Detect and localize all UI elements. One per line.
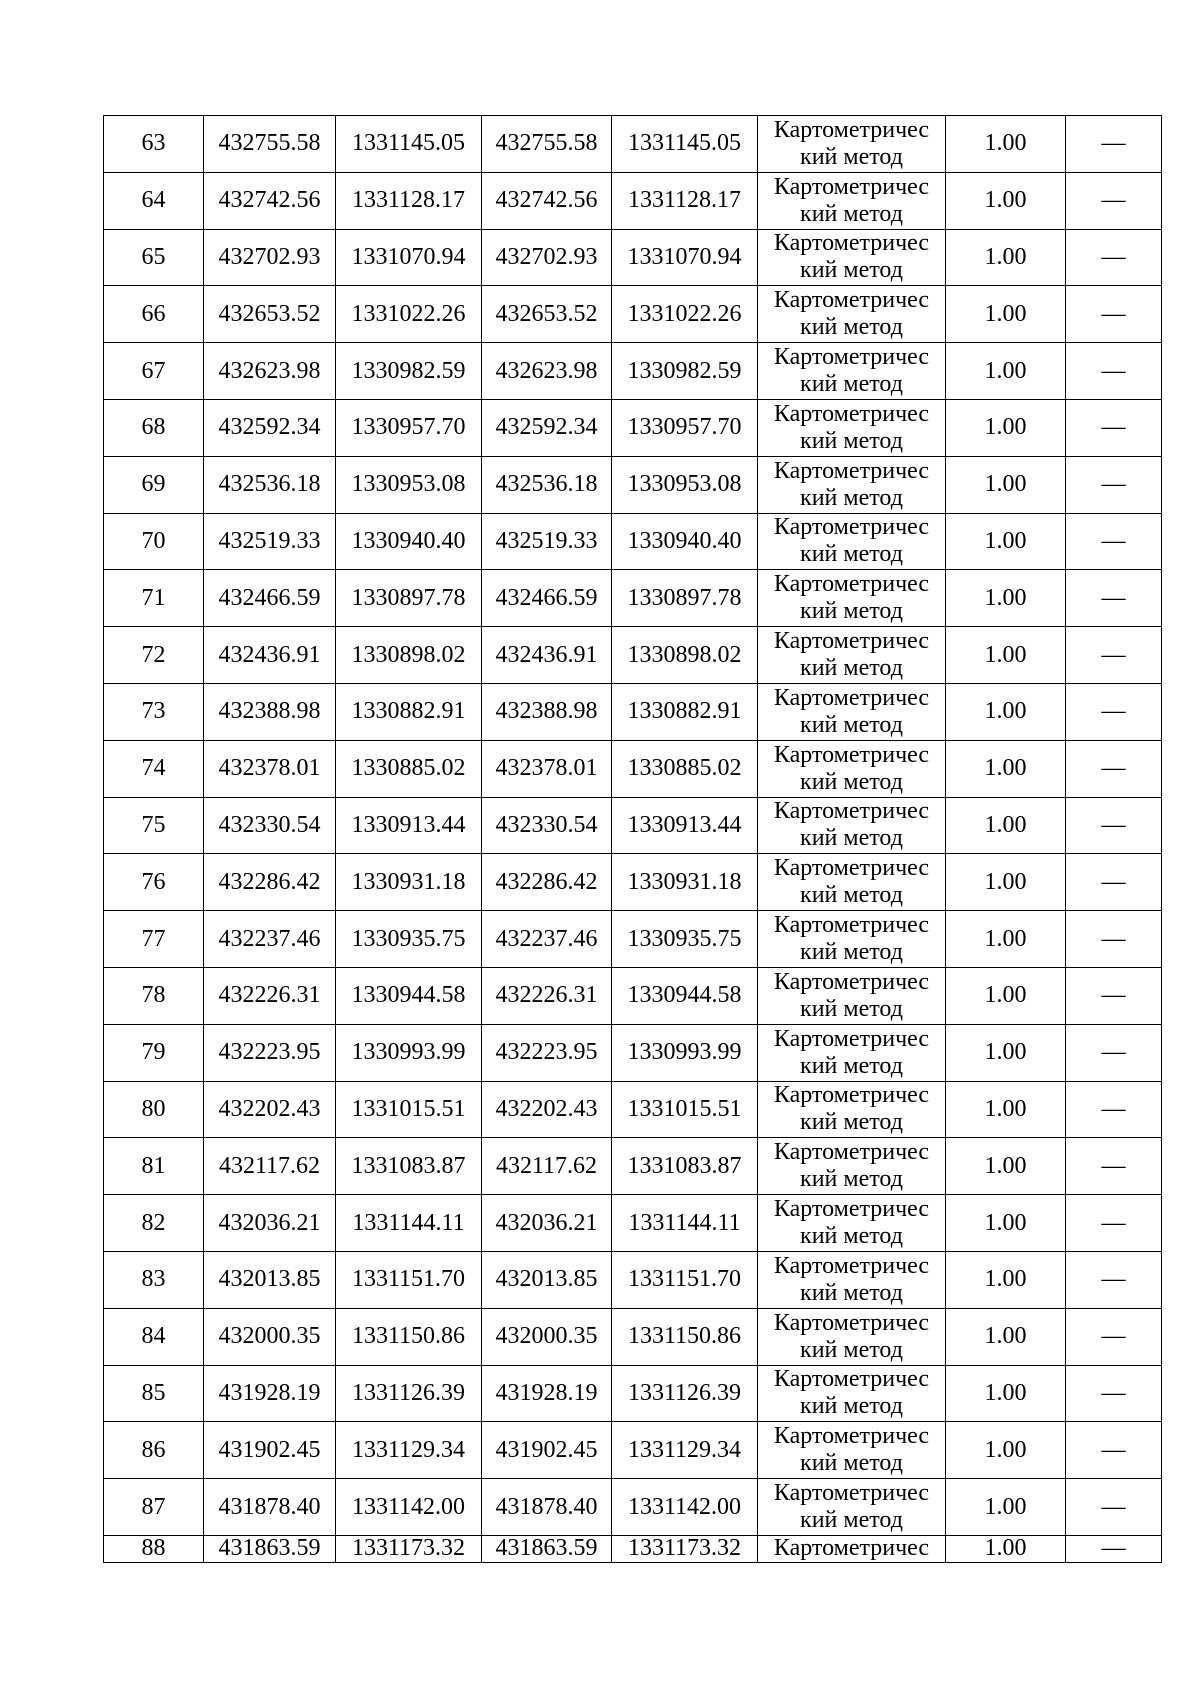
y-new-cell: 1331083.87 — [612, 1138, 758, 1195]
y-existing-cell: 1331022.26 — [336, 286, 482, 343]
y-existing-cell: 1330957.70 — [336, 399, 482, 456]
x-new-cell: 432237.46 — [482, 911, 612, 968]
table-row — [104, 1195, 1162, 1252]
table-row — [104, 797, 1162, 854]
x-new-cell: 432388.98 — [482, 683, 612, 740]
y-existing-cell: 1331144.11 — [336, 1195, 482, 1252]
point-number-cell: 71 — [104, 570, 204, 627]
x-new-cell: 431928.19 — [482, 1365, 612, 1422]
point-number-cell: 83 — [104, 1251, 204, 1308]
x-existing-cell: 432436.91 — [204, 627, 336, 684]
x-existing-cell: 431928.19 — [204, 1365, 336, 1422]
point-number-cell: 65 — [104, 229, 204, 286]
method-text-line: кий метод — [800, 939, 903, 966]
x-new-cell: 432202.43 — [482, 1081, 612, 1138]
note-cell: — — [1066, 1081, 1162, 1138]
x-existing-cell: 431863.59 — [204, 1535, 336, 1562]
x-new-cell: 432286.42 — [482, 854, 612, 911]
method-text-line: кий метод — [800, 598, 903, 625]
method-cell — [758, 399, 946, 456]
point-number-cell: 66 — [104, 286, 204, 343]
y-existing-cell: 1331126.39 — [336, 1365, 482, 1422]
x-existing-cell: 432036.21 — [204, 1195, 336, 1252]
accuracy-cell: 1.00 — [946, 683, 1066, 740]
table-row — [104, 513, 1162, 570]
note-cell: — — [1066, 172, 1162, 229]
table-row — [104, 1024, 1162, 1081]
note-cell: — — [1066, 570, 1162, 627]
method-text-line: Картометричес — [773, 287, 930, 314]
table-row — [104, 456, 1162, 513]
point-number-cell: 87 — [104, 1479, 204, 1536]
x-new-cell: 431863.59 — [482, 1535, 612, 1562]
method-cell — [758, 683, 946, 740]
method-cell — [758, 172, 946, 229]
y-new-cell: 1331126.39 — [612, 1365, 758, 1422]
method-text-line: Картометричес — [773, 1423, 930, 1450]
table-row — [104, 1479, 1162, 1536]
method-text-line: кий метод — [800, 143, 903, 170]
x-existing-cell: 432592.34 — [204, 399, 336, 456]
accuracy-cell: 1.00 — [946, 1479, 1066, 1536]
x-new-cell: 432702.93 — [482, 229, 612, 286]
y-existing-cell: 1331150.86 — [336, 1308, 482, 1365]
y-existing-cell: 1330953.08 — [336, 456, 482, 513]
x-existing-cell: 432755.58 — [204, 116, 336, 173]
x-new-cell: 432536.18 — [482, 456, 612, 513]
y-new-cell: 1331129.34 — [612, 1422, 758, 1479]
y-existing-cell: 1330993.99 — [336, 1024, 482, 1081]
note-cell: — — [1066, 1479, 1162, 1536]
accuracy-cell: 1.00 — [946, 229, 1066, 286]
accuracy-cell: 1.00 — [946, 627, 1066, 684]
method-text-line: кий метод — [800, 655, 903, 682]
x-new-cell: 431878.40 — [482, 1479, 612, 1536]
table-row — [104, 854, 1162, 911]
method-cell — [758, 1365, 946, 1422]
x-existing-cell: 432330.54 — [204, 797, 336, 854]
x-new-cell: 432036.21 — [482, 1195, 612, 1252]
x-existing-cell: 432223.95 — [204, 1024, 336, 1081]
y-new-cell: 1331128.17 — [612, 172, 758, 229]
table-row — [104, 1422, 1162, 1479]
method-cell — [758, 1024, 946, 1081]
y-existing-cell: 1331173.32 — [336, 1535, 482, 1562]
y-new-cell: 1331173.32 — [612, 1535, 758, 1562]
method-cell — [758, 1138, 946, 1195]
point-number-cell: 81 — [104, 1138, 204, 1195]
method-cell — [758, 911, 946, 968]
method-text-line: Картометричес — [773, 684, 930, 711]
method-text-line: Картометричес — [773, 1252, 930, 1279]
method-text-line: Картометричес — [773, 1535, 930, 1561]
accuracy-cell: 1.00 — [946, 1195, 1066, 1252]
accuracy-cell: 1.00 — [946, 740, 1066, 797]
method-text-line: кий метод — [800, 314, 903, 341]
accuracy-cell: 1.00 — [946, 967, 1066, 1024]
x-existing-cell: 431902.45 — [204, 1422, 336, 1479]
accuracy-cell: 1.00 — [946, 797, 1066, 854]
method-text-line: кий метод — [800, 825, 903, 852]
method-cell — [758, 1479, 946, 1536]
x-existing-cell: 432519.33 — [204, 513, 336, 570]
y-new-cell: 1330982.59 — [612, 343, 758, 400]
x-existing-cell: 432466.59 — [204, 570, 336, 627]
x-existing-cell: 432536.18 — [204, 456, 336, 513]
point-number-cell: 88 — [104, 1535, 204, 1562]
note-cell: — — [1066, 740, 1162, 797]
method-text-line: Картометричес — [773, 1309, 930, 1336]
x-existing-cell: 432742.56 — [204, 172, 336, 229]
table-row — [104, 399, 1162, 456]
point-number-cell: 84 — [104, 1308, 204, 1365]
y-existing-cell: 1330982.59 — [336, 343, 482, 400]
point-number-cell: 77 — [104, 911, 204, 968]
x-new-cell: 432466.59 — [482, 570, 612, 627]
method-cell — [758, 343, 946, 400]
method-text-line: Картометричес — [773, 344, 930, 371]
method-cell — [758, 854, 946, 911]
y-existing-cell: 1331142.00 — [336, 1479, 482, 1536]
method-text-line: Картометричес — [773, 1366, 930, 1393]
y-existing-cell: 1331128.17 — [336, 172, 482, 229]
note-cell: — — [1066, 967, 1162, 1024]
method-text-line: Картометричес — [773, 798, 930, 825]
method-text-line: Картометричес — [773, 400, 930, 427]
x-new-cell: 431902.45 — [482, 1422, 612, 1479]
y-existing-cell: 1330935.75 — [336, 911, 482, 968]
accuracy-cell: 1.00 — [946, 1081, 1066, 1138]
point-number-cell: 80 — [104, 1081, 204, 1138]
y-new-cell: 1331022.26 — [612, 286, 758, 343]
table-row — [104, 911, 1162, 968]
method-cell — [758, 1535, 946, 1562]
accuracy-cell: 1.00 — [946, 513, 1066, 570]
method-text-line: кий метод — [800, 1336, 903, 1363]
method-text-line: кий метод — [800, 257, 903, 284]
accuracy-cell: 1.00 — [946, 1422, 1066, 1479]
accuracy-cell: 1.00 — [946, 1308, 1066, 1365]
x-new-cell: 432519.33 — [482, 513, 612, 570]
method-text-line: кий метод — [800, 427, 903, 454]
x-new-cell: 432755.58 — [482, 116, 612, 173]
point-number-cell: 75 — [104, 797, 204, 854]
accuracy-cell: 1.00 — [946, 1251, 1066, 1308]
method-cell — [758, 1251, 946, 1308]
point-number-cell: 82 — [104, 1195, 204, 1252]
method-text-line: кий метод — [800, 1109, 903, 1136]
accuracy-cell: 1.00 — [946, 1024, 1066, 1081]
note-cell: — — [1066, 1422, 1162, 1479]
note-cell: — — [1066, 399, 1162, 456]
method-text-line: кий метод — [800, 371, 903, 398]
x-existing-cell: 432000.35 — [204, 1308, 336, 1365]
accuracy-cell: 1.00 — [946, 456, 1066, 513]
table-row — [104, 172, 1162, 229]
table-row — [104, 1535, 1162, 1562]
y-existing-cell: 1330898.02 — [336, 627, 482, 684]
x-existing-cell: 432388.98 — [204, 683, 336, 740]
note-cell: — — [1066, 286, 1162, 343]
accuracy-cell: 1.00 — [946, 343, 1066, 400]
method-text-line: кий метод — [800, 541, 903, 568]
x-existing-cell: 432237.46 — [204, 911, 336, 968]
method-text-line: Картометричес — [773, 116, 930, 143]
point-number-cell: 70 — [104, 513, 204, 570]
table-row — [104, 1081, 1162, 1138]
note-cell: — — [1066, 627, 1162, 684]
method-text-line: Картометричес — [773, 1082, 930, 1109]
method-text-line: Картометричес — [773, 855, 930, 882]
y-new-cell: 1331150.86 — [612, 1308, 758, 1365]
y-new-cell: 1330885.02 — [612, 740, 758, 797]
method-text-line: Картометричес — [773, 968, 930, 995]
method-cell — [758, 229, 946, 286]
table-row — [104, 1138, 1162, 1195]
y-existing-cell: 1330885.02 — [336, 740, 482, 797]
method-text-line: кий метод — [800, 768, 903, 795]
x-existing-cell: 432117.62 — [204, 1138, 336, 1195]
method-text-line: Картометричес — [773, 628, 930, 655]
note-cell: — — [1066, 116, 1162, 173]
method-text-line: кий метод — [800, 1450, 903, 1477]
method-text-line: Картометричес — [773, 912, 930, 939]
x-new-cell: 432436.91 — [482, 627, 612, 684]
accuracy-cell: 1.00 — [946, 911, 1066, 968]
point-number-cell: 63 — [104, 116, 204, 173]
y-existing-cell: 1330944.58 — [336, 967, 482, 1024]
point-number-cell: 72 — [104, 627, 204, 684]
method-text-line: кий метод — [800, 1507, 903, 1534]
x-new-cell: 432330.54 — [482, 797, 612, 854]
accuracy-cell: 1.00 — [946, 1365, 1066, 1422]
x-new-cell: 432000.35 — [482, 1308, 612, 1365]
method-text-line: Картометричес — [773, 1196, 930, 1223]
table-row — [104, 343, 1162, 400]
y-existing-cell: 1331145.05 — [336, 116, 482, 173]
x-new-cell: 432223.95 — [482, 1024, 612, 1081]
x-existing-cell: 432702.93 — [204, 229, 336, 286]
accuracy-cell: 1.00 — [946, 1138, 1066, 1195]
table-row — [104, 967, 1162, 1024]
x-existing-cell: 432653.52 — [204, 286, 336, 343]
y-new-cell: 1331015.51 — [612, 1081, 758, 1138]
x-new-cell: 432117.62 — [482, 1138, 612, 1195]
accuracy-cell: 1.00 — [946, 854, 1066, 911]
table-row — [104, 683, 1162, 740]
method-cell — [758, 740, 946, 797]
y-existing-cell: 1331129.34 — [336, 1422, 482, 1479]
y-new-cell: 1330931.18 — [612, 854, 758, 911]
y-new-cell: 1331070.94 — [612, 229, 758, 286]
accuracy-cell: 1.00 — [946, 116, 1066, 173]
y-new-cell: 1330913.44 — [612, 797, 758, 854]
accuracy-cell: 1.00 — [946, 570, 1066, 627]
method-cell — [758, 513, 946, 570]
method-text-line: кий метод — [800, 1052, 903, 1079]
table-row — [104, 116, 1162, 173]
y-existing-cell: 1331151.70 — [336, 1251, 482, 1308]
x-existing-cell: 432013.85 — [204, 1251, 336, 1308]
point-number-cell: 64 — [104, 172, 204, 229]
y-new-cell: 1330953.08 — [612, 456, 758, 513]
x-new-cell: 432742.56 — [482, 172, 612, 229]
y-new-cell: 1330957.70 — [612, 399, 758, 456]
x-new-cell: 432013.85 — [482, 1251, 612, 1308]
y-new-cell: 1331145.05 — [612, 116, 758, 173]
x-existing-cell: 432623.98 — [204, 343, 336, 400]
method-cell — [758, 1422, 946, 1479]
note-cell: — — [1066, 1251, 1162, 1308]
method-text-line: Картометричес — [773, 173, 930, 200]
method-text-line: Картометричес — [773, 230, 930, 257]
x-existing-cell: 432226.31 — [204, 967, 336, 1024]
coordinates-table — [103, 115, 1162, 1563]
accuracy-cell: 1.00 — [946, 399, 1066, 456]
x-existing-cell: 432378.01 — [204, 740, 336, 797]
method-cell — [758, 570, 946, 627]
note-cell: — — [1066, 854, 1162, 911]
method-text-line: кий метод — [800, 484, 903, 511]
y-new-cell: 1330898.02 — [612, 627, 758, 684]
note-cell: — — [1066, 797, 1162, 854]
x-existing-cell: 432202.43 — [204, 1081, 336, 1138]
method-text-line: Картометричес — [773, 1480, 930, 1507]
method-text-line: Картометричес — [773, 571, 930, 598]
note-cell: — — [1066, 513, 1162, 570]
note-cell: — — [1066, 1365, 1162, 1422]
point-number-cell: 74 — [104, 740, 204, 797]
y-new-cell: 1331142.00 — [612, 1479, 758, 1536]
note-cell: — — [1066, 1308, 1162, 1365]
point-number-cell: 85 — [104, 1365, 204, 1422]
x-new-cell: 432378.01 — [482, 740, 612, 797]
y-existing-cell: 1330882.91 — [336, 683, 482, 740]
method-text-line: кий метод — [800, 882, 903, 909]
y-existing-cell: 1330913.44 — [336, 797, 482, 854]
note-cell: — — [1066, 456, 1162, 513]
accuracy-cell: 1.00 — [946, 172, 1066, 229]
y-new-cell: 1330944.58 — [612, 967, 758, 1024]
y-new-cell: 1330882.91 — [612, 683, 758, 740]
x-existing-cell: 431878.40 — [204, 1479, 336, 1536]
note-cell: — — [1066, 343, 1162, 400]
method-text-line: Картометричес — [773, 741, 930, 768]
point-number-cell: 73 — [104, 683, 204, 740]
y-existing-cell: 1331083.87 — [336, 1138, 482, 1195]
point-number-cell: 79 — [104, 1024, 204, 1081]
method-text-line: Картометричес — [773, 514, 930, 541]
table-row — [104, 570, 1162, 627]
point-number-cell: 78 — [104, 967, 204, 1024]
y-existing-cell: 1330931.18 — [336, 854, 482, 911]
y-new-cell: 1330935.75 — [612, 911, 758, 968]
table-body — [104, 116, 1162, 1563]
y-existing-cell: 1331015.51 — [336, 1081, 482, 1138]
method-cell — [758, 967, 946, 1024]
point-number-cell: 67 — [104, 343, 204, 400]
table-row — [104, 286, 1162, 343]
method-text-line: кий метод — [800, 1279, 903, 1306]
method-text-line: Картометричес — [773, 1025, 930, 1052]
table-row — [104, 1251, 1162, 1308]
x-new-cell: 432592.34 — [482, 399, 612, 456]
table-row — [104, 740, 1162, 797]
x-new-cell: 432623.98 — [482, 343, 612, 400]
y-existing-cell: 1330940.40 — [336, 513, 482, 570]
note-cell: — — [1066, 229, 1162, 286]
y-existing-cell: 1330897.78 — [336, 570, 482, 627]
point-number-cell: 68 — [104, 399, 204, 456]
method-text-line: кий метод — [800, 1223, 903, 1250]
y-new-cell: 1330993.99 — [612, 1024, 758, 1081]
method-cell — [758, 627, 946, 684]
note-cell: — — [1066, 683, 1162, 740]
method-text-line: Картометричес — [773, 1139, 930, 1166]
note-cell: — — [1066, 1535, 1162, 1562]
table-row — [104, 627, 1162, 684]
method-cell — [758, 1195, 946, 1252]
y-new-cell: 1330897.78 — [612, 570, 758, 627]
note-cell: — — [1066, 1195, 1162, 1252]
method-cell — [758, 286, 946, 343]
x-new-cell: 432653.52 — [482, 286, 612, 343]
method-text-line: кий метод — [800, 200, 903, 227]
method-text-line: кий метод — [800, 995, 903, 1022]
method-text-line: Картометричес — [773, 457, 930, 484]
method-cell — [758, 116, 946, 173]
x-new-cell: 432226.31 — [482, 967, 612, 1024]
method-text-line: кий метод — [800, 1166, 903, 1193]
note-cell: — — [1066, 1138, 1162, 1195]
method-text-line: кий метод — [800, 1393, 903, 1420]
table-row — [104, 1365, 1162, 1422]
method-cell — [758, 1308, 946, 1365]
method-cell — [758, 1081, 946, 1138]
point-number-cell: 86 — [104, 1422, 204, 1479]
note-cell: — — [1066, 911, 1162, 968]
method-cell — [758, 456, 946, 513]
y-existing-cell: 1331070.94 — [336, 229, 482, 286]
y-new-cell: 1331151.70 — [612, 1251, 758, 1308]
x-existing-cell: 432286.42 — [204, 854, 336, 911]
method-cell — [758, 797, 946, 854]
note-cell: — — [1066, 1024, 1162, 1081]
y-new-cell: 1331144.11 — [612, 1195, 758, 1252]
accuracy-cell: 1.00 — [946, 286, 1066, 343]
table-row — [104, 229, 1162, 286]
point-number-cell: 76 — [104, 854, 204, 911]
y-new-cell: 1330940.40 — [612, 513, 758, 570]
point-number-cell: 69 — [104, 456, 204, 513]
accuracy-cell: 1.00 — [946, 1535, 1066, 1562]
method-text-line: кий метод — [800, 711, 903, 738]
table-row — [104, 1308, 1162, 1365]
